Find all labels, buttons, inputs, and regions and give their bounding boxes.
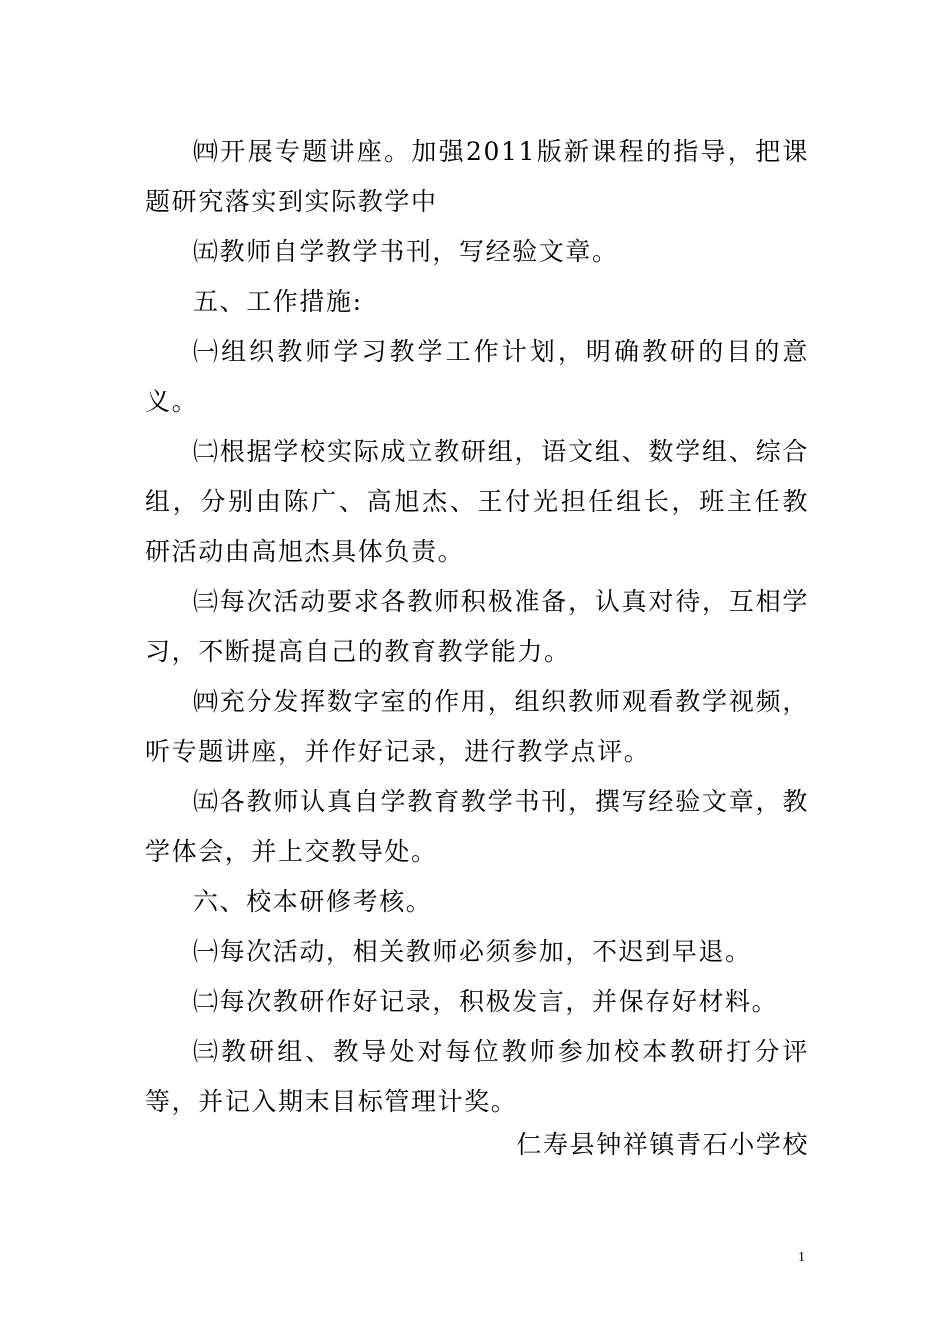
paragraph-1: ㈣开展专题讲座。加强2011版新课程的指导，把课题研究落实到实际教学中 xyxy=(145,137,809,216)
section-heading-measures: 五、工作措施: xyxy=(193,287,363,316)
paragraph-8: ㈤各教师认真自学教育教学书刊，撰写经验文章，教学体会，并上交教导处。 xyxy=(145,787,809,866)
page-number: 1 xyxy=(798,1250,805,1265)
school-signature: 仁寿县钟祥镇青石小学校 xyxy=(516,1130,809,1159)
paragraph-2: ㈤教师自学教学书刊，写经验文章。 xyxy=(193,237,619,266)
paragraph-7: ㈣充分发挥数字室的作用，组织教师观看教学视频，听专题讲座，并作好记录，进行教学点评。 xyxy=(145,687,809,766)
paragraph-4: ㈠组织教师学习教学工作计划，明确教研的目的意义。 xyxy=(145,337,809,416)
paragraph-5: ㈡根据学校实际成立教研组，语文组、数学组、综合组，分别由陈广、高旭杰、王付光担任组长，班主任教研活动由高旭杰具体负责。 xyxy=(145,437,809,566)
paragraph-11: ㈡每次教研作好记录，积极发言，并保存好材料。 xyxy=(193,987,779,1016)
paragraph-10: ㈠每次活动，相关教师必须参加，不迟到早退。 xyxy=(193,937,752,966)
section-heading-assessment: 六、校本研修考核。 xyxy=(193,887,433,916)
document-body xyxy=(145,127,809,1127)
paragraph-6: ㈢每次活动要求各教师积极准备，认真对待，互相学习，不断提高自己的教育教学能力。 xyxy=(145,587,809,666)
paragraph-12: ㈢教研组、教导处对每位教师参加校本教研打分评等，并记入期末目标管理计奖。 xyxy=(145,1037,809,1116)
